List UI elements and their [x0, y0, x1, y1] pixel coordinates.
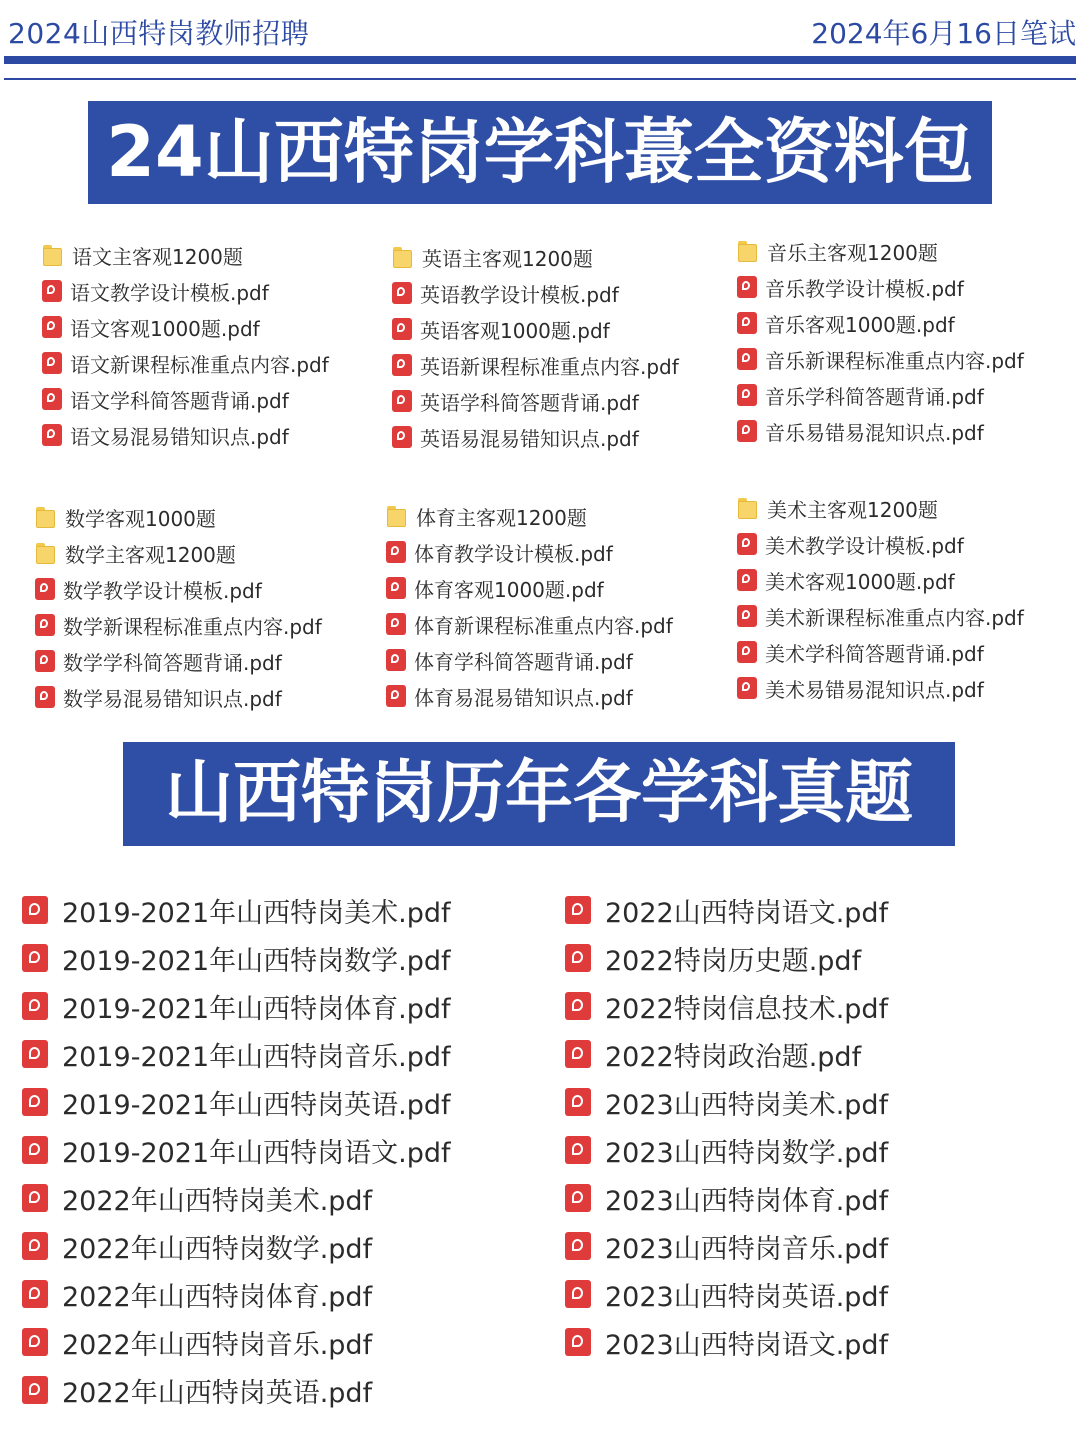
header-divider-thick [4, 56, 1076, 64]
file-label: 美术新课程标准重点内容.pdf [765, 605, 1024, 630]
file-item[interactable] [392, 419, 679, 455]
file-label: 音乐主客观1200题 [767, 240, 938, 265]
exam-file-item[interactable] [22, 1126, 451, 1174]
exam-file-label: 2022年山西特岗数学.pdf [62, 1233, 373, 1265]
exam-file-label: 2023山西特岗数学.pdf [605, 1137, 889, 1169]
exam-file-item[interactable] [22, 1270, 451, 1318]
file-item[interactable] [386, 678, 673, 714]
file-label: 英语主客观1200题 [422, 246, 593, 271]
exam-file-label: 2019-2021年山西特岗数学.pdf [62, 945, 451, 977]
exam-file-label: 2023山西特岗英语.pdf [605, 1281, 889, 1313]
pdf-icon [22, 1232, 48, 1260]
exam-file-item[interactable] [22, 934, 451, 982]
file-item[interactable] [35, 679, 322, 715]
exam-file-item[interactable] [565, 1030, 888, 1078]
file-label: 美术客观1000题.pdf [765, 569, 955, 594]
pdf-icon [386, 685, 406, 707]
exam-file-item[interactable] [565, 1174, 888, 1222]
exam-file-label: 2019-2021年山西特岗美术.pdf [62, 897, 451, 929]
exam-file-item[interactable] [565, 1318, 888, 1366]
file-label: 语文新课程标准重点内容.pdf [70, 352, 329, 377]
exam-file-label: 2019-2021年山西特岗体育.pdf [62, 993, 451, 1025]
file-label: 语文客观1000题.pdf [70, 316, 260, 341]
header [0, 0, 1080, 56]
file-label: 数学主客观1200题 [65, 542, 236, 567]
file-item[interactable] [737, 598, 1024, 634]
exam-file-label: 2022年山西特岗英语.pdf [62, 1377, 373, 1409]
pdf-icon [737, 420, 757, 442]
pdf-icon [22, 1280, 48, 1308]
file-label: 音乐客观1000题.pdf [765, 312, 955, 337]
exam-file-label: 2019-2021年山西特岗音乐.pdf [62, 1041, 451, 1073]
file-label: 英语客观1000题.pdf [420, 318, 610, 343]
exam-file-item[interactable] [565, 886, 888, 934]
exam-file-label: 2023山西特岗音乐.pdf [605, 1233, 889, 1265]
pdf-icon [565, 1040, 591, 1068]
file-label: 数学易混易错知识点.pdf [63, 686, 282, 711]
file-label: 体育易混易错知识点.pdf [414, 685, 633, 710]
subject-group-art [737, 490, 1024, 706]
file-label: 美术教学设计模板.pdf [765, 533, 964, 558]
pdf-icon [565, 944, 591, 972]
file-item[interactable] [386, 606, 673, 642]
folder-icon [35, 505, 57, 529]
file-label: 音乐新课程标准重点内容.pdf [765, 348, 1024, 373]
header-date: 2024年6月16日笔试 [811, 17, 1076, 50]
pdf-icon [565, 896, 591, 924]
file-item[interactable] [35, 571, 322, 607]
exam-file-item[interactable] [565, 1078, 888, 1126]
file-label: 语文教学设计模板.pdf [70, 280, 269, 305]
pdf-icon [565, 1232, 591, 1260]
exam-file-item[interactable] [22, 1222, 451, 1270]
folder-icon [737, 496, 759, 520]
exam-file-item[interactable] [22, 982, 451, 1030]
file-label: 数学新课程标准重点内容.pdf [63, 614, 322, 639]
exam-file-item[interactable] [22, 1078, 451, 1126]
exam-file-label: 2023山西特岗语文.pdf [605, 1329, 889, 1361]
file-label: 英语教学设计模板.pdf [420, 282, 619, 307]
file-label: 美术学科简答题背诵.pdf [765, 641, 984, 666]
pdf-icon [737, 641, 757, 663]
file-item[interactable] [737, 413, 1024, 449]
file-label: 美术易错易混知识点.pdf [765, 677, 984, 702]
pdf-icon [565, 1088, 591, 1116]
pdf-icon [386, 649, 406, 671]
file-item[interactable] [737, 634, 1024, 670]
file-label: 音乐易错易混知识点.pdf [765, 420, 984, 445]
exam-list-left [22, 886, 451, 1414]
file-item[interactable] [737, 341, 1024, 377]
pdf-icon [737, 569, 757, 591]
subject-group-math [35, 499, 322, 715]
subject-group-music [737, 233, 1024, 449]
exam-file-label: 2023山西特岗体育.pdf [605, 1185, 889, 1217]
file-item[interactable] [42, 273, 329, 309]
file-item[interactable] [392, 311, 679, 347]
pdf-icon [22, 896, 48, 924]
pdf-icon [35, 614, 55, 636]
file-label: 数学学科简答题背诵.pdf [63, 650, 282, 675]
folder-icon [42, 243, 64, 267]
exam-file-item[interactable] [565, 1222, 888, 1270]
pdf-icon [22, 992, 48, 1020]
exam-file-item[interactable] [22, 886, 451, 934]
header-title: 2024山西特岗教师招聘 [8, 17, 310, 50]
pdf-icon [42, 388, 62, 410]
pdf-icon [42, 316, 62, 338]
pdf-icon [22, 1376, 48, 1404]
file-item[interactable] [386, 642, 673, 678]
exam-file-label: 2022特岗历史题.pdf [605, 945, 862, 977]
exam-file-label: 2023山西特岗美术.pdf [605, 1089, 889, 1121]
pdf-icon [565, 1280, 591, 1308]
file-item[interactable] [737, 526, 1024, 562]
exam-file-label: 2019-2021年山西特岗英语.pdf [62, 1089, 451, 1121]
exam-file-label: 2022山西特岗语文.pdf [605, 897, 889, 929]
pdf-icon [22, 1136, 48, 1164]
file-item[interactable] [42, 381, 329, 417]
pdf-icon [386, 613, 406, 635]
subject-group-chinese [42, 237, 329, 453]
file-label: 音乐学科简答题背诵.pdf [765, 384, 984, 409]
folder-item[interactable] [392, 239, 679, 275]
folder-item[interactable] [42, 237, 329, 273]
file-item[interactable] [35, 607, 322, 643]
pdf-icon [565, 1328, 591, 1356]
pdf-icon [565, 1184, 591, 1212]
pdf-icon [565, 1136, 591, 1164]
exam-file-label: 2022年山西特岗美术.pdf [62, 1185, 373, 1217]
exam-file-item[interactable] [565, 1270, 888, 1318]
exam-file-item[interactable] [565, 982, 888, 1030]
file-item[interactable] [35, 643, 322, 679]
file-label: 语文主客观1200题 [72, 244, 243, 269]
file-label: 英语易混易错知识点.pdf [420, 426, 639, 451]
exam-file-item[interactable] [22, 1366, 451, 1414]
file-item[interactable] [42, 345, 329, 381]
pdf-icon [737, 677, 757, 699]
file-item[interactable] [392, 347, 679, 383]
pdf-icon [22, 1184, 48, 1212]
file-item[interactable] [737, 269, 1024, 305]
file-label: 美术主客观1200题 [767, 497, 938, 522]
exam-file-item[interactable] [565, 934, 888, 982]
pdf-icon [35, 686, 55, 708]
file-label: 英语学科简答题背诵.pdf [420, 390, 639, 415]
file-item[interactable] [42, 309, 329, 345]
folder-icon [35, 541, 57, 565]
file-item[interactable] [737, 562, 1024, 598]
pdf-icon [35, 578, 55, 600]
pdf-icon [392, 318, 412, 340]
pdf-icon [737, 605, 757, 627]
exam-list-right [565, 886, 888, 1366]
pdf-icon [392, 390, 412, 412]
file-item[interactable] [386, 534, 673, 570]
file-label: 音乐教学设计模板.pdf [765, 276, 964, 301]
pdf-icon [386, 577, 406, 599]
pdf-icon [737, 276, 757, 298]
exam-file-label: 2022特岗信息技术.pdf [605, 993, 889, 1025]
file-label: 体育客观1000题.pdf [414, 577, 604, 602]
file-label: 语文易混易错知识点.pdf [70, 424, 289, 449]
banner-exams-title: 山西特岗历年各学科真题 [123, 742, 955, 846]
folder-item[interactable] [35, 535, 322, 571]
file-item[interactable] [392, 275, 679, 311]
exam-file-item[interactable] [565, 1126, 888, 1174]
file-label: 语文学科简答题背诵.pdf [70, 388, 289, 413]
subject-group-english [392, 239, 679, 455]
folder-icon [737, 239, 759, 263]
pdf-icon [35, 650, 55, 672]
pdf-icon [392, 282, 412, 304]
file-label: 体育主客观1200题 [416, 505, 587, 530]
file-item[interactable] [42, 417, 329, 453]
file-label: 体育新课程标准重点内容.pdf [414, 613, 673, 638]
pdf-icon [22, 1040, 48, 1068]
file-label: 数学教学设计模板.pdf [63, 578, 262, 603]
pdf-icon [22, 1328, 48, 1356]
file-label: 英语新课程标准重点内容.pdf [420, 354, 679, 379]
pdf-icon [386, 541, 406, 563]
folder-item[interactable] [35, 499, 322, 535]
exam-file-label: 2019-2021年山西特岗语文.pdf [62, 1137, 451, 1169]
pdf-icon [22, 1088, 48, 1116]
folder-item[interactable] [386, 498, 673, 534]
pdf-icon [392, 354, 412, 376]
file-label: 体育教学设计模板.pdf [414, 541, 613, 566]
folder-icon [392, 245, 414, 269]
folder-icon [386, 504, 408, 528]
pdf-icon [565, 992, 591, 1020]
pdf-icon [22, 944, 48, 972]
file-item[interactable] [392, 383, 679, 419]
exam-file-label: 2022特岗政治题.pdf [605, 1041, 862, 1073]
file-item[interactable] [386, 570, 673, 606]
pdf-icon [737, 348, 757, 370]
banner-materials-title: 24山西特岗学科蕞全资料包 [88, 101, 992, 204]
exam-file-item[interactable] [22, 1318, 451, 1366]
file-label: 体育学科简答题背诵.pdf [414, 649, 633, 674]
exam-file-item[interactable] [22, 1174, 451, 1222]
exam-file-item[interactable] [22, 1030, 451, 1078]
folder-item[interactable] [737, 233, 1024, 269]
exam-file-label: 2022年山西特岗音乐.pdf [62, 1329, 373, 1361]
pdf-icon [42, 424, 62, 446]
subject-group-pe [386, 498, 673, 714]
pdf-icon [737, 312, 757, 334]
pdf-icon [42, 352, 62, 374]
pdf-icon [737, 384, 757, 406]
exam-file-label: 2022年山西特岗体育.pdf [62, 1281, 373, 1313]
pdf-icon [392, 426, 412, 448]
file-item[interactable] [737, 670, 1024, 706]
header-divider-thin [4, 78, 1076, 80]
file-label: 数学客观1000题 [65, 506, 216, 531]
folder-item[interactable] [737, 490, 1024, 526]
pdf-icon [737, 533, 757, 555]
file-item[interactable] [737, 305, 1024, 341]
pdf-icon [42, 280, 62, 302]
file-item[interactable] [737, 377, 1024, 413]
